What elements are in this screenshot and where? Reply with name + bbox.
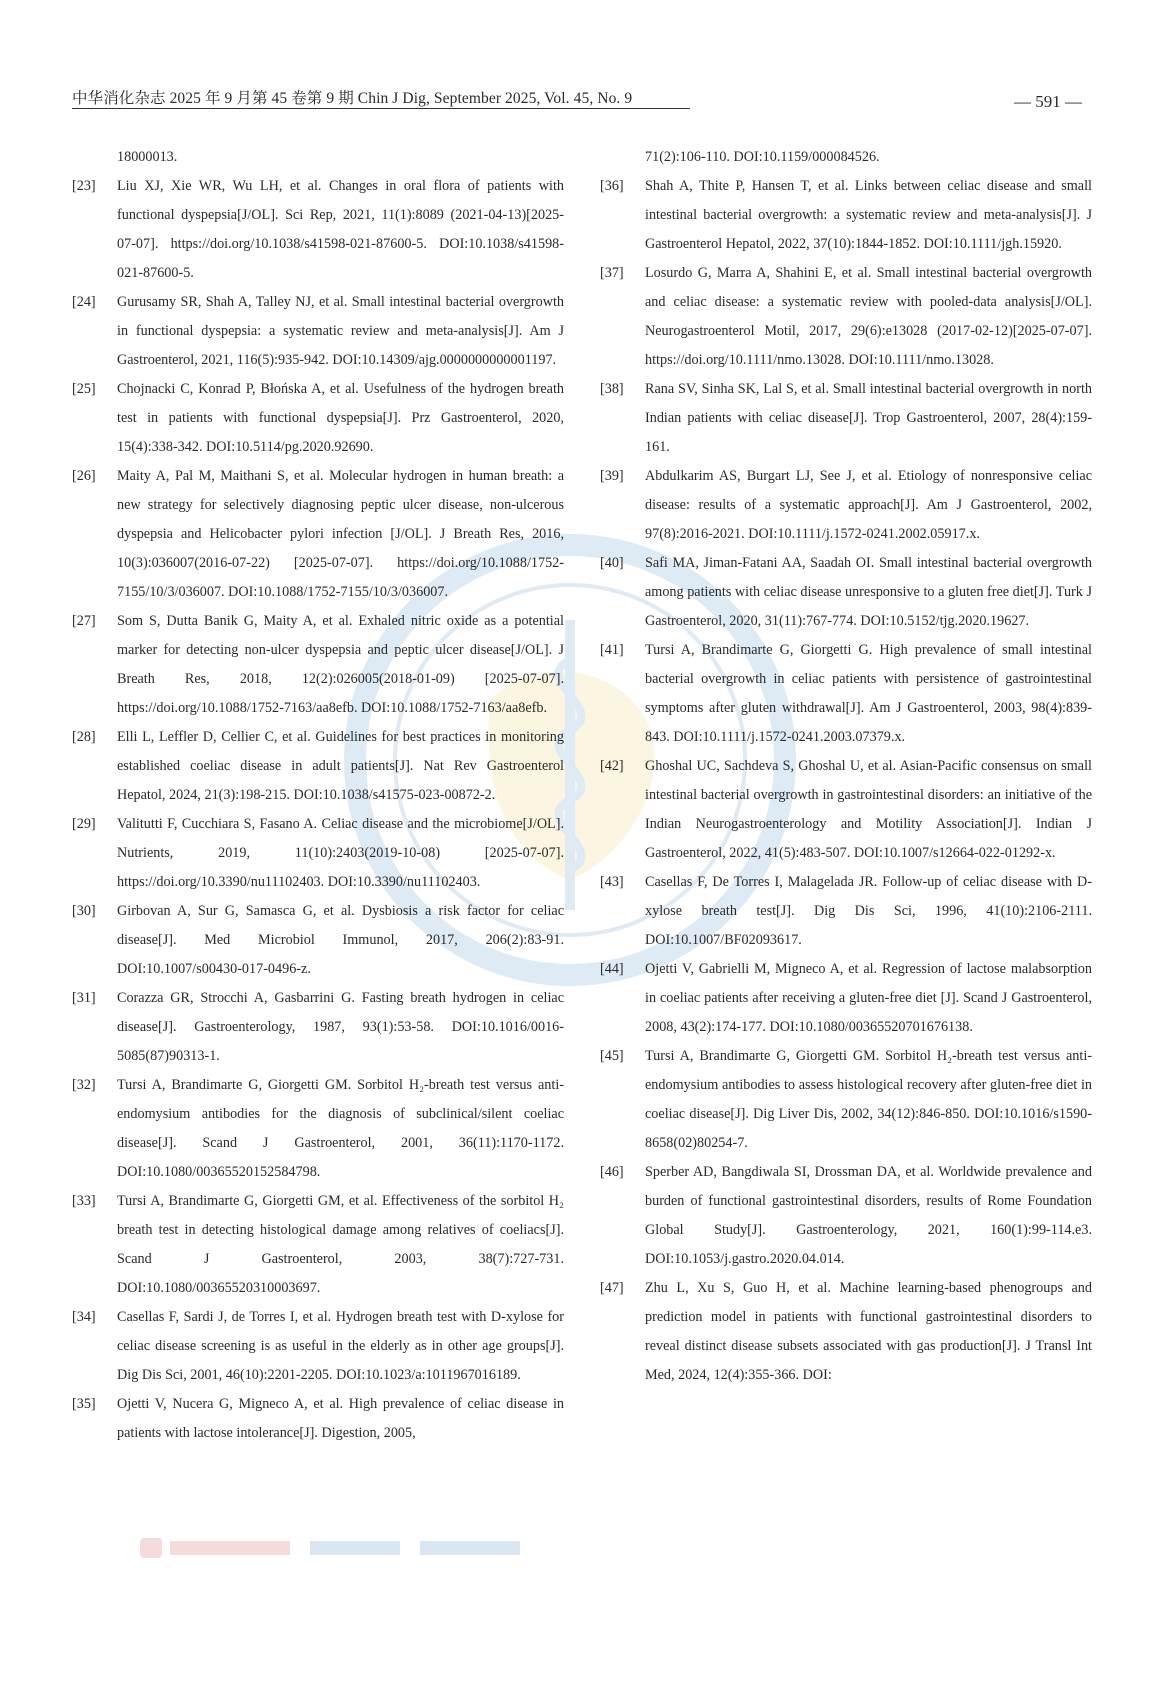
reference-item xyxy=(600,549,1092,636)
reference-text: Tursi A, Brandimarte G, Giorgetti GM. Sorbitol H₂-breath test versus anti-endomysium antibodies for the diagnosis of subclinical/silent coeliac disease[J]. Scand J Gastroenterol, 2001, 36(11):1170-1172. DOI:10.1080/00365520152584798. xyxy=(117,1077,564,1180)
reference-item xyxy=(72,1071,564,1187)
reference-text: Losurdo G, Marra A, Shahini E, et al. Small intestinal bacterial overgrowth and celiac disease: a systematic review with pooled-data analysis[J/OL]. Neurogastroenterol Motil, 2017, 29(6):e13028 (2017-02-12)[2025-07-07]. https://doi.org/10.1111/nmo.13028. DOI:10.1111/nmo.13028. xyxy=(645,265,1092,368)
reference-text: Rana SV, Sinha SK, Lal S, et al. Small intestinal bacterial overgrowth in north Indian patients with celiac disease[J]. Trop Gastroenterol, 2007, 28(4):159-161. xyxy=(645,381,1092,455)
reference-number: [31] xyxy=(72,990,96,1006)
reference-text: Abdulkarim AS, Burgart LJ, See J, et al. Etiology of nonresponsive celiac disease: results of a systematic approach[J]. Am J Gastroenterol, 2002, 97(8):2016-2021. DOI:10.1111/j.1572-0241.2002.05917.x. xyxy=(645,468,1092,542)
reference-number: [40] xyxy=(600,555,624,571)
reference-number: [23] xyxy=(72,178,96,194)
reference-text: Som S, Dutta Banik G, Maity A, et al. Exhaled nitric oxide as a potential marker for detecting non-ulcer dyspepsia and peptic ulcer disease[J/OL]. J Breath Res, 2018, 12(2):026005(2018-01-09) [2025-07-07]. https://doi.org/10.1088/1752-7163/aa8efb. DOI:10.1088/1752-7163/aa8efb. xyxy=(117,613,564,716)
reference-text: Liu XJ, Xie WR, Wu LH, et al. Changes in oral flora of patients with functional dyspepsia[J/OL]. Sci Rep, 2021, 11(1):8089 (2021-04-13)[2025-07-07]. https://doi.org/10.1038/s41598-021-87600-5. DOI:10.1038/s41598-021-87600-5. xyxy=(117,178,564,281)
reference-item xyxy=(72,375,564,462)
reference-text: Gurusamy SR, Shah A, Talley NJ, et al. Small intestinal bacterial overgrowth in functional dyspepsia: a systematic review and meta-analysis[J]. Am J Gastroenterol, 2021, 116(5):935-942. DOI:10.14309/ajg.0000000000001197. xyxy=(117,294,564,368)
reference-item xyxy=(600,955,1092,1042)
reference-text: Ojetti V, Nucera G, Migneco A, et al. High prevalence of celiac disease in patients with lactose intolerance[J]. Digestion, 2005, xyxy=(117,1396,564,1441)
reference-item xyxy=(72,1390,564,1448)
reference-text: Sperber AD, Bangdiwala SI, Drossman DA, et al. Worldwide prevalence and burden of functional gastrointestinal disorders, results of Rome Foundation Global Study[J]. Gastroenterology, 2021, 160(1):99-114.e3. DOI:10.1053/j.gastro.2020.04.014. xyxy=(645,1164,1092,1267)
reference-item xyxy=(72,462,564,607)
reference-number: [30] xyxy=(72,903,96,919)
reference-item xyxy=(72,984,564,1071)
reference-text: Maity A, Pal M, Maithani S, et al. Molecular hydrogen in human breath: a new strategy for selectively diagnosing peptic ulcer disease, non-ulcerous dyspepsia and Helicobacter pylori infection [J/OL]. J Breath Res, 2016, 10(3):036007(2016-07-22) [2025-07-07]. https://doi.org/10.1088/1752-7155/10/3/036007. DOI:10.1088/1752-7155/10/3/036007. xyxy=(117,468,564,600)
reference-number: [34] xyxy=(72,1309,96,1325)
reference-number: [41] xyxy=(600,642,624,658)
reference-item xyxy=(72,897,564,984)
reference-number: [39] xyxy=(600,468,624,484)
reference-number: [37] xyxy=(600,265,624,281)
reference-item xyxy=(600,172,1092,259)
reference-item xyxy=(600,1042,1092,1158)
reference-number: [35] xyxy=(72,1396,96,1412)
reference-continuation xyxy=(600,143,1092,172)
reference-item xyxy=(72,607,564,723)
reference-text: Valitutti F, Cucchiara S, Fasano A. Celiac disease and the microbiome[J/OL]. Nutrients, 2019, 11(10):2403(2019-10-08) [2025-07-07]. https://doi.org/10.3390/nu11102403. DOI:10.3390/nu11102403. xyxy=(117,816,564,890)
reference-number: [43] xyxy=(600,874,624,890)
reference-item xyxy=(72,1303,564,1390)
reference-item xyxy=(600,375,1092,462)
reference-item xyxy=(600,462,1092,549)
reference-text: Casellas F, De Torres I, Malagelada JR. Follow-up of celiac disease with D-xylose breath test[J]. Dig Dis Sci, 1996, 41(10):2106-2111. DOI:10.1007/BF02093617. xyxy=(645,874,1092,948)
header-rule xyxy=(72,108,690,109)
reference-item xyxy=(72,723,564,810)
reference-number: [38] xyxy=(600,381,624,397)
reference-number: [24] xyxy=(72,294,96,310)
reference-text: Tursi A, Brandimarte G, Giorgetti G. High prevalence of small intestinal bacterial overgrowth in celiac patients with persistence of gastrointestinal symptoms after gluten withdrawal[J]. Am J Gastroenterol, 2003, 98(4):839-843. DOI:10.1111/j.1572-0241.2003.07379.x. xyxy=(645,642,1092,745)
reference-number: [27] xyxy=(72,613,96,629)
reference-number: [26] xyxy=(72,468,96,484)
reference-item xyxy=(72,288,564,375)
reference-item xyxy=(600,259,1092,375)
reference-number: [25] xyxy=(72,381,96,397)
reference-number: [42] xyxy=(600,758,624,774)
reference-item xyxy=(600,1274,1092,1390)
reference-number: [28] xyxy=(72,729,96,745)
reference-text: Tursi A, Brandimarte G, Giorgetti GM, et al. Effectiveness of the sorbitol H₂ breath test in detecting histological damage among relatives of coeliacs[J]. Scand J Gastroenterol, 2003, 38(7):727-731. DOI:10.1080/00365520310003697. xyxy=(117,1193,564,1296)
journal-header: 中华消化杂志 2025 年 9 月第 45 卷第 9 期 Chin J Dig, September 2025, Vol. 45, No. 9 xyxy=(72,90,633,107)
reference-text: Safi MA, Jiman-Fatani AA, Saadah OI. Small intestinal bacterial overgrowth among patients with celiac disease unresponsive to a gluten free diet[J]. Turk J Gastroenterol, 2020, 31(11):767-774. DOI:10.5152/tjg.2020.19627. xyxy=(645,555,1092,629)
reference-number: [47] xyxy=(600,1280,624,1296)
reference-number: [46] xyxy=(600,1164,624,1180)
reference-text: Elli L, Leffler D, Cellier C, et al. Guidelines for best practices in monitoring established coeliac disease in adult patients[J]. Nat Rev Gastroenterol Hepatol, 2024, 21(3):198-215. DOI:10.1038/s41575-023-00872-2. xyxy=(117,729,564,803)
reference-number: [44] xyxy=(600,961,624,977)
watermark-logo-red-icon xyxy=(140,1535,530,1561)
reference-text: Casellas F, Sardi J, de Torres I, et al. Hydrogen breath test with D-xylose for celiac disease screening is as useful in the elderly as in other age groups[J]. Dig Dis Sci, 2001, 46(10):2201-2205. DOI:10.1023/a:1011967016189. xyxy=(117,1309,564,1383)
reference-item xyxy=(72,810,564,897)
reference-text: Shah A, Thite P, Hansen T, et al. Links between celiac disease and small intestinal bacterial overgrowth: a systematic review and meta-analysis[J]. J Gastroenterol Hepatol, 2022, 37(10):1844-1852. DOI:10.1111/jgh.15920. xyxy=(645,178,1092,252)
reference-number: [36] xyxy=(600,178,624,194)
references-right-column xyxy=(600,143,1092,1390)
references-left-column xyxy=(72,143,564,1448)
reference-item xyxy=(600,636,1092,752)
reference-item xyxy=(72,1187,564,1303)
reference-number: [29] xyxy=(72,816,96,832)
reference-text: Ghoshal UC, Sachdeva S, Ghoshal U, et al. Asian-Pacific consensus on small intestinal bacterial overgrowth in gastrointestinal disorders: an initiative of the Indian Neurogastroenterology and Motility Association[J]. Indian J Gastroenterol, 2022, 41(5):483-507. DOI:10.1007/s12664-022-01292-x. xyxy=(645,758,1092,861)
running-header xyxy=(72,86,1082,110)
reference-number: [45] xyxy=(600,1048,624,1064)
reference-item xyxy=(72,172,564,288)
reference-number: [32] xyxy=(72,1077,96,1093)
reference-text: Ojetti V, Gabrielli M, Migneco A, et al. Regression of lactose malabsorption in coeliac patients after receiving a gluten-free diet [J]. Scand J Gastroenterol, 2008, 43(2):174-177. DOI:10.1080/00365520701676138. xyxy=(645,961,1092,1035)
reference-text: Girbovan A, Sur G, Samasca G, et al. Dysbiosis a risk factor for celiac disease[J]. Med Microbiol Immunol, 2017, 206(2):83-91. DOI:10.1007/s00430-017-0496-z. xyxy=(117,903,564,977)
reference-text: Corazza GR, Strocchi A, Gasbarrini G. Fasting breath hydrogen in celiac disease[J]. Gastroenterology, 1987, 93(1):53-58. DOI:10.1016/0016-5085(87)90313-1. xyxy=(117,990,564,1064)
reference-item xyxy=(600,752,1092,868)
reference-text: Tursi A, Brandimarte G, Giorgetti GM. Sorbitol H₂-breath test versus anti-endomysium antibodies to assess histological recovery after gluten-free diet in coeliac disease[J]. Dig Liver Dis, 2002, 34(12):846-850. DOI:10.1016/s1590-8658(02)80254-7. xyxy=(645,1048,1092,1151)
reference-item xyxy=(600,868,1092,955)
page-number: — 591 — xyxy=(1014,92,1082,111)
reference-text: Chojnacki C, Konrad P, Błońska A, et al. Usefulness of the hydrogen breath test in patients with functional dyspepsia[J]. Prz Gastroenterol, 2020, 15(4):338-342. DOI:10.5114/pg.2020.92690. xyxy=(117,381,564,455)
reference-text: 71(2):106-110. DOI:10.1159/000084526. xyxy=(645,149,880,165)
reference-text: Zhu L, Xu S, Guo H, et al. Machine learning-based phenogroups and prediction model in patients with functional gastrointestinal disorders to reveal distinct disease subsets associated with gas production[J]. J Transl Int Med, 2024, 12(4):355-366. DOI: xyxy=(645,1280,1092,1383)
reference-number: [33] xyxy=(72,1193,96,1209)
reference-item xyxy=(600,1158,1092,1274)
reference-text: 18000013. xyxy=(117,149,178,165)
reference-continuation xyxy=(72,143,564,172)
